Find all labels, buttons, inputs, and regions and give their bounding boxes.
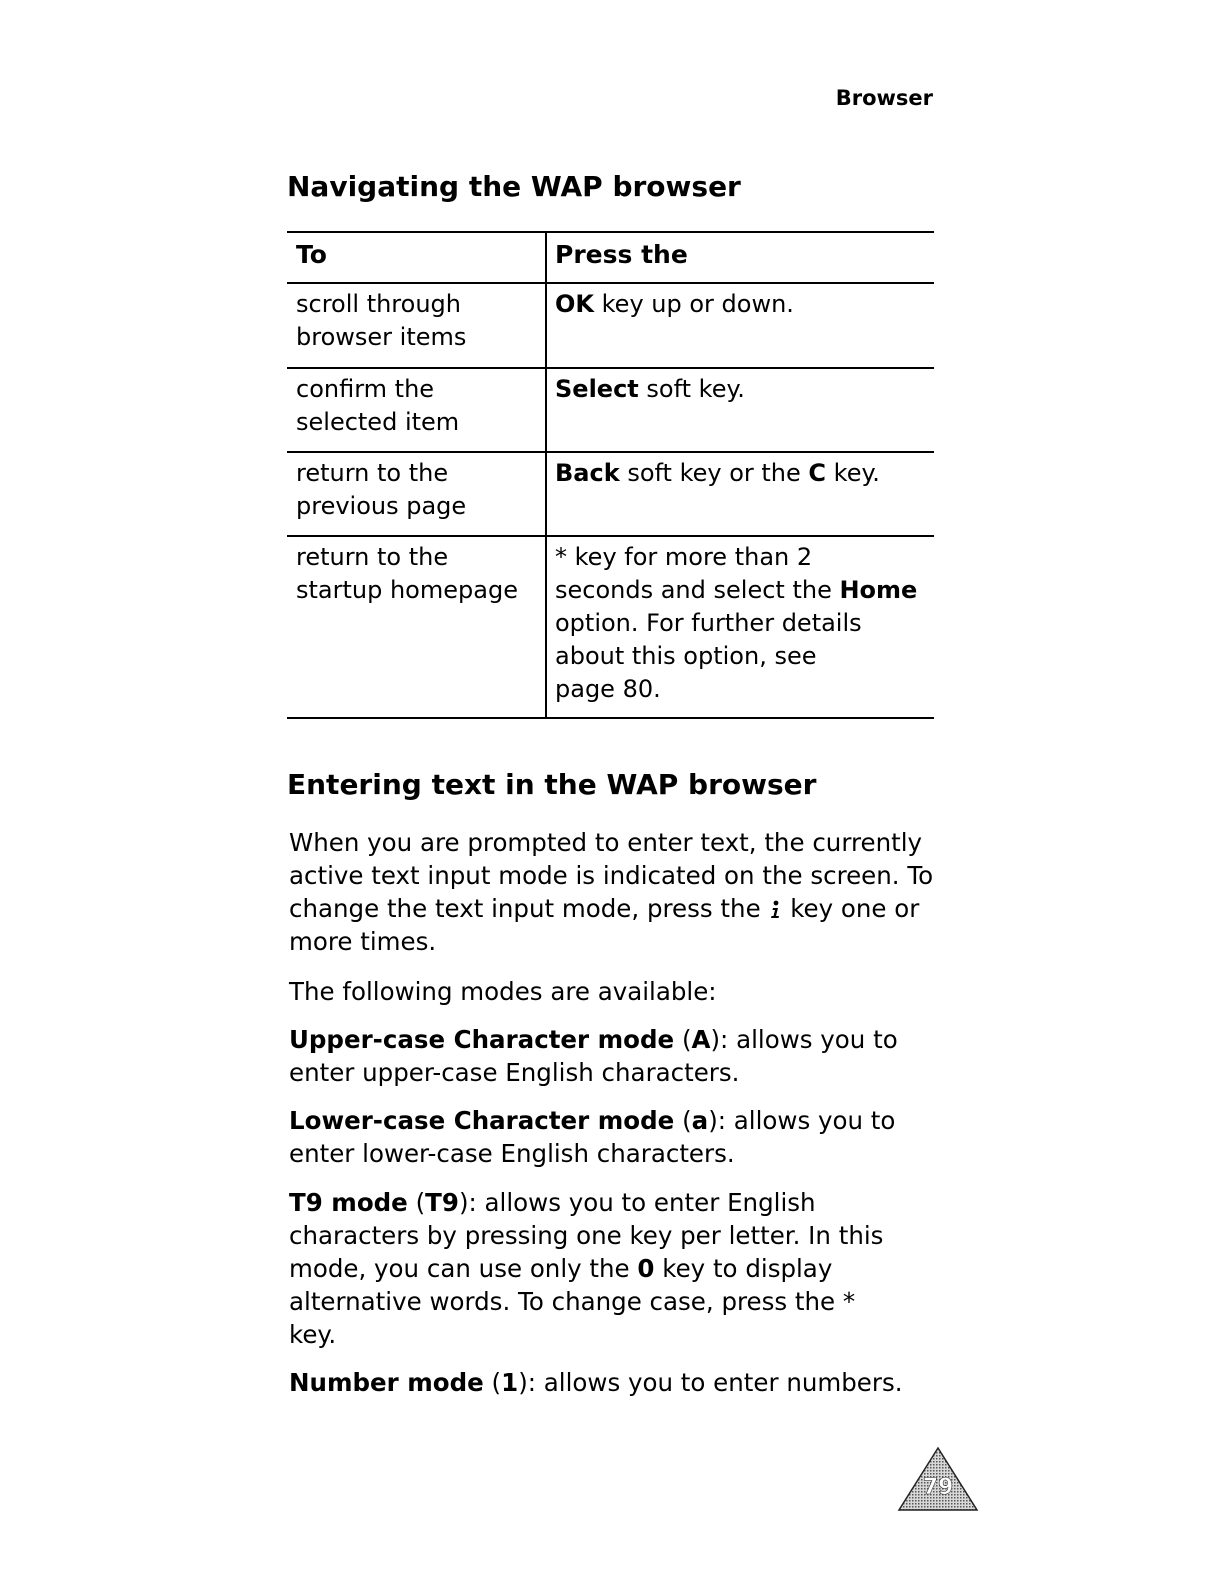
section-title-entering-text: Entering text in the WAP browser [287, 768, 817, 801]
table-row-rule [287, 535, 934, 537]
table-row-3-to: return to the previous page [296, 459, 467, 520]
table-row-4-to: return to the startup homepage [296, 543, 518, 604]
mode-number: Number mode (1): allows you to enter numbers. [289, 1368, 903, 1397]
section-title-navigating: Navigating the WAP browser [287, 170, 741, 203]
table-bottom-rule [287, 717, 934, 719]
mode-upper-case: Upper-case Character mode (A): allows you to enter upper-case English characters. [289, 1025, 898, 1087]
mode-lower-case: Lower-case Character mode (a): allows you to enter lower-case English characters. [289, 1106, 896, 1168]
table-row-rule [287, 367, 934, 369]
table-header-rule [287, 282, 934, 284]
running-header: Browser [835, 86, 933, 110]
mode-t9: T9 mode (T9): allows you to enter English characters by pressing one key per letter. In this mode, you can use only the 0 key to display alternative words. To change case, press the * key. [289, 1188, 884, 1349]
info-key-icon [768, 898, 782, 920]
modes-available-text: The following modes are available: [289, 977, 717, 1006]
table-row-3-press: Back soft key or the C key. [555, 459, 880, 487]
table-top-rule [287, 231, 934, 233]
table-row-1-press: OK key up or down. [555, 290, 794, 318]
table-row-1-to: scroll through browser items [296, 290, 467, 351]
page-number-text: 79 [922, 1475, 954, 1500]
table-row-rule [287, 451, 934, 453]
table-row-4-press: * key for more than 2 seconds and select the Home option. For further details about this option, see page 80. [555, 543, 918, 703]
intro-paragraph: When you are prompted to enter text, the currently active text input mode is indicated on the screen. To change the text input mode, press the key one or more times. [289, 828, 934, 956]
table-column-divider [545, 231, 547, 718]
page-number-badge [897, 1446, 979, 1512]
table-row-2-to: confirm the selected item [296, 375, 460, 436]
table-header-to: To [296, 240, 327, 269]
table-header-press: Press the [555, 240, 688, 269]
table-row-2-press: Select soft key. [555, 375, 745, 403]
